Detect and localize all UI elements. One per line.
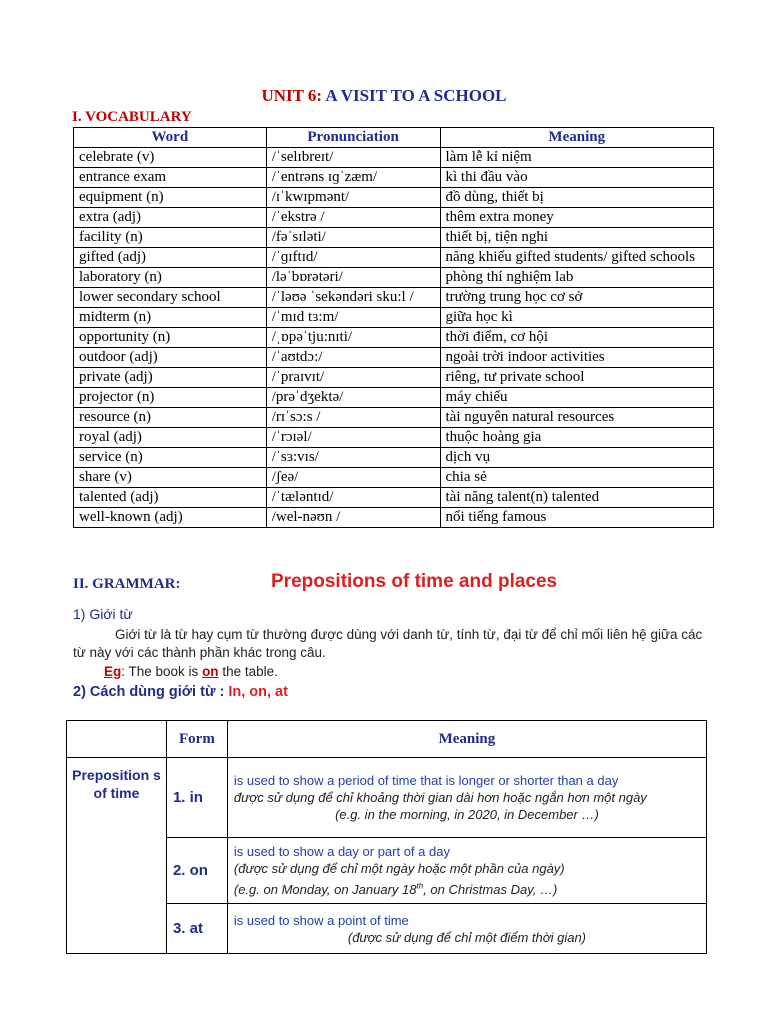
grammar-subheading: Prepositions of time and places <box>271 571 558 592</box>
form-at: 3. at <box>166 904 227 954</box>
vocab-pronunciation: /ˈləʊə ˈsekəndəri sku:l / <box>266 288 440 308</box>
table-row <box>74 248 714 268</box>
vocabulary-heading: I. VOCABULARY <box>72 109 192 125</box>
section-1-text: Giới từ là từ hay cụm từ thường được dùng với danh từ, tính từ, đại từ để chỉ mối liên hệ giữa các từ này với các thành phần khác trong câu. <box>73 627 703 660</box>
vocab-word: celebrate (v) <box>74 148 267 168</box>
section-2-highlight: In, on, at <box>228 684 288 700</box>
header-word: Word <box>74 128 267 148</box>
vocab-pronunciation: /rɪˈsɔ:s / <box>266 408 440 428</box>
unit-label: UNIT 6: <box>261 86 323 105</box>
table-row <box>74 408 714 428</box>
grammar-heading: II. GRAMMAR: <box>73 576 181 592</box>
vocab-meaning: nổi tiếng famous <box>440 508 714 528</box>
section-1-paragraph <box>73 626 713 662</box>
vocab-meaning: thuộc hoàng gia <box>440 428 714 448</box>
example-sentence <box>104 664 278 679</box>
table-row <box>74 228 714 248</box>
meaning-in-example: (e.g. in the morning, in 2020, in December …) <box>335 807 599 822</box>
prepositions-header-row <box>67 721 707 758</box>
vocab-word: projector (n) <box>74 388 267 408</box>
meaning-on-example-pre: (e.g. on Monday, on January 18 <box>233 881 417 897</box>
table-row <box>74 328 714 348</box>
vocab-pronunciation: /ləˈbɒrətəri/ <box>266 268 440 288</box>
vocab-pronunciation: /fəˈsɪləti/ <box>266 228 440 248</box>
vocab-meaning: giữa học kì <box>440 308 714 328</box>
prepositions-table <box>66 720 707 954</box>
vocabulary-header-row <box>74 128 714 148</box>
vocab-word: resource (n) <box>74 408 267 428</box>
meaning-on <box>227 838 706 904</box>
section-2-text: 2) Cách dùng giới từ : <box>73 684 229 700</box>
example-label: Eg <box>104 664 122 679</box>
table-row <box>74 508 714 528</box>
vocab-word: share (v) <box>74 468 267 488</box>
table-row <box>74 388 714 408</box>
table-row <box>74 168 714 188</box>
section-2-title <box>73 684 288 700</box>
vocab-pronunciation: /ʃeə/ <box>266 468 440 488</box>
meaning-on-example <box>234 882 557 897</box>
vocab-meaning: kì thi đầu vào <box>440 168 714 188</box>
header-pronunciation: Pronunciation <box>266 128 440 148</box>
form-on: 2. on <box>166 838 227 904</box>
vocab-meaning: năng khiếu gifted students/ gifted schools <box>440 248 714 268</box>
header-form: Form <box>166 721 227 758</box>
header-meaning: Meaning <box>227 721 706 758</box>
vocab-pronunciation: /ˈtæləntɪd/ <box>266 488 440 508</box>
vocab-meaning: phòng thí nghiệm lab <box>440 268 714 288</box>
prepositions-category: Preposition s of time <box>67 758 167 954</box>
vocab-word: facility (n) <box>74 228 267 248</box>
table-row <box>74 268 714 288</box>
meaning-in-vi: được sử dụng để chỉ khoảng thời gian dài hơn hoặc ngắn hơn một ngày <box>233 790 647 805</box>
meaning-in-en: is used to show a period of time that is longer or shorter than a day <box>233 773 619 788</box>
vocab-word: gifted (adj) <box>74 248 267 268</box>
table-row <box>74 448 714 468</box>
example-before: : The book is <box>121 664 203 679</box>
example-preposition: on <box>202 664 219 679</box>
page-title <box>0 86 768 106</box>
vocab-meaning: thiết bị, tiện nghi <box>440 228 714 248</box>
vocab-meaning: ngoài trời indoor activities <box>440 348 714 368</box>
vocab-meaning: tài năng talent(n) talented <box>440 488 714 508</box>
vocab-meaning: riêng, tư private school <box>440 368 714 388</box>
vocab-pronunciation: /ˈɡɪftɪd/ <box>266 248 440 268</box>
vocab-word: equipment (n) <box>74 188 267 208</box>
table-row <box>74 348 714 368</box>
meaning-at-vi: (được sử dụng để chỉ một điểm thời gian) <box>347 929 587 945</box>
form-in: 1. in <box>166 758 227 838</box>
meaning-in <box>227 758 706 838</box>
table-row <box>74 468 714 488</box>
vocab-pronunciation: /ˌɒpəˈtju:nɪti/ <box>266 328 440 348</box>
vocab-meaning: thời điểm, cơ hội <box>440 328 714 348</box>
meaning-on-en: is used to show a day or part of a day <box>233 844 450 860</box>
table-row <box>74 148 714 168</box>
section-1-title: 1) Giới từ <box>73 606 133 622</box>
vocab-meaning: làm lễ kỉ niệm <box>440 148 714 168</box>
vocab-word: midterm (n) <box>74 308 267 328</box>
vocab-meaning: chia sẻ <box>440 468 714 488</box>
vocab-word: private (adj) <box>74 368 267 388</box>
vocab-meaning: trường trung học cơ sở <box>440 288 714 308</box>
vocab-word: talented (adj) <box>74 488 267 508</box>
table-row <box>74 288 714 308</box>
vocab-word: outdoor (adj) <box>74 348 267 368</box>
vocab-meaning: thêm extra money <box>440 208 714 228</box>
vocab-word: opportunity (n) <box>74 328 267 348</box>
vocab-word: entrance exam <box>74 168 267 188</box>
vocab-word: service (n) <box>74 448 267 468</box>
vocab-word: well-known (adj) <box>74 508 267 528</box>
table-row <box>74 308 714 328</box>
vocab-pronunciation: /ˈmɪd tɜ:m/ <box>266 308 440 328</box>
unit-title: A VISIT TO A SCHOOL <box>325 86 507 105</box>
vocab-pronunciation: /ˈsɜ:vɪs/ <box>266 448 440 468</box>
vocab-word: royal (adj) <box>74 428 267 448</box>
vocab-meaning: dịch vụ <box>440 448 714 468</box>
vocab-word: lower secondary school <box>74 288 267 308</box>
table-row <box>74 368 714 388</box>
vocab-pronunciation: /ˈrɔɪəl/ <box>266 428 440 448</box>
vocab-word: laboratory (n) <box>74 268 267 288</box>
vocab-word: extra (adj) <box>74 208 267 228</box>
vocab-meaning: máy chiếu <box>440 388 714 408</box>
vocab-pronunciation: /ˈpraɪvɪt/ <box>266 368 440 388</box>
header-meaning: Meaning <box>440 128 714 148</box>
vocabulary-table <box>73 127 714 528</box>
vocab-pronunciation: /wel-nəʊn / <box>266 508 440 528</box>
vocab-pronunciation: /ˈekstrə / <box>266 208 440 228</box>
vocab-pronunciation: /ˈentrəns ɪɡˈzæm/ <box>266 168 440 188</box>
header-empty <box>67 721 167 758</box>
meaning-at <box>227 904 706 954</box>
vocab-meaning: đồ dùng, thiết bị <box>440 188 714 208</box>
vocab-meaning: tài nguyên natural resources <box>440 408 714 428</box>
meaning-on-example-sup: th <box>416 881 424 891</box>
table-row <box>67 758 707 838</box>
table-row <box>74 188 714 208</box>
table-row <box>74 208 714 228</box>
meaning-at-en: is used to show a point of time <box>233 912 409 928</box>
meaning-on-vi: (được sử dụng để chỉ một ngày hoặc một phần của ngày) <box>233 861 565 877</box>
table-row <box>74 488 714 508</box>
vocab-pronunciation: /prəˈdʒektə/ <box>266 388 440 408</box>
vocab-pronunciation: /ˈaʊtdɔ:/ <box>266 348 440 368</box>
vocab-pronunciation: /ɪˈkwɪpmənt/ <box>266 188 440 208</box>
table-row <box>74 428 714 448</box>
meaning-on-example-post: , on Christmas Day, …) <box>423 881 558 897</box>
example-after: the table. <box>218 664 278 679</box>
vocab-pronunciation: /ˈselɪbreɪt/ <box>266 148 440 168</box>
